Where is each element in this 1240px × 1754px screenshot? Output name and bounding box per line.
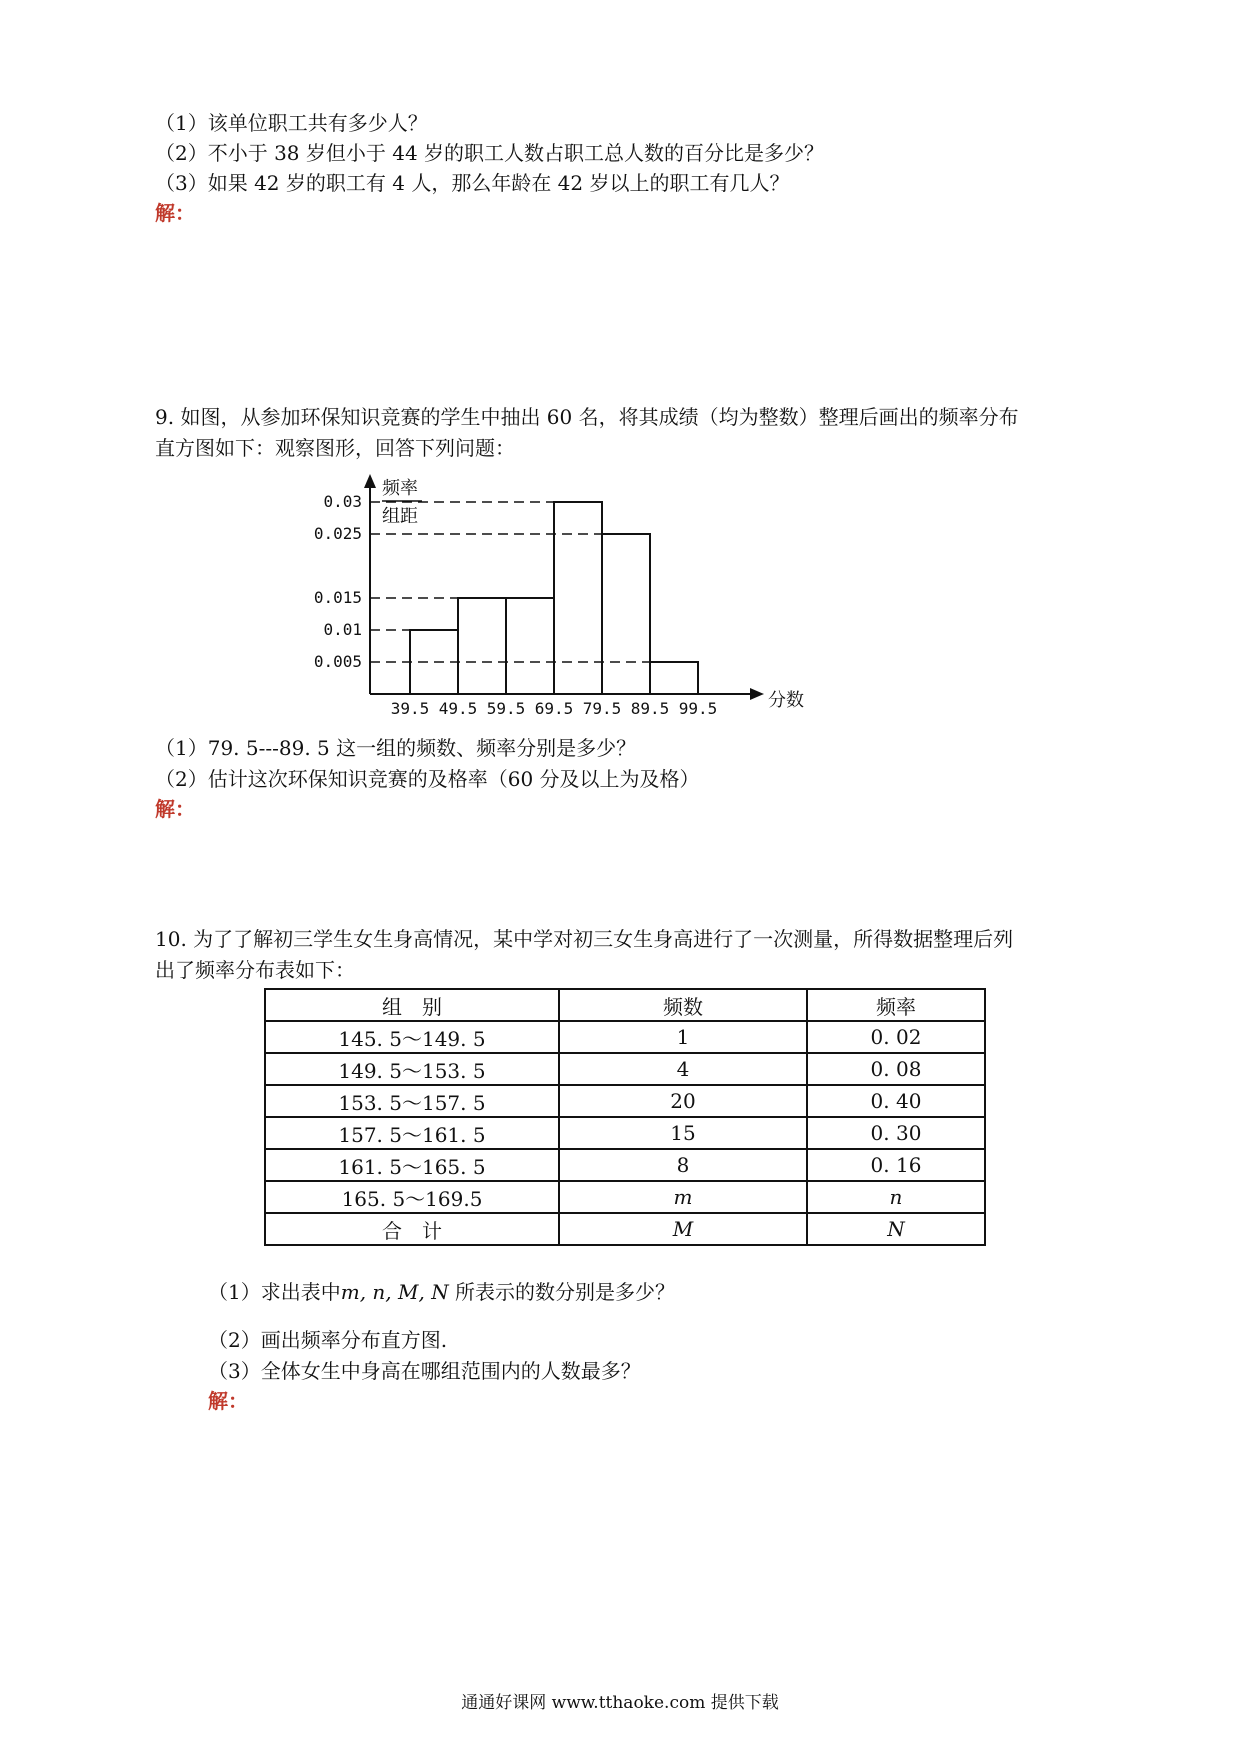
y-tick-label: 0.01 [323, 620, 362, 639]
table-row [265, 1149, 985, 1181]
x-tick-label: 59.5 [486, 699, 526, 718]
x-tick-label: 99.5 [678, 699, 718, 718]
histogram-bar [554, 502, 602, 694]
table-cell: 0. 08 [807, 1053, 985, 1085]
q10-sub2: （2）画出频率分布直方图. [208, 1328, 448, 1352]
table-cell: 20 [559, 1085, 807, 1117]
x-label: 分数 [768, 690, 804, 711]
table-row [265, 1053, 985, 1085]
table-cell: 8 [559, 1149, 807, 1181]
table-header-group: 组 别 [265, 989, 559, 1021]
table-cell: m [559, 1181, 807, 1213]
q10-answer-label: 解： [208, 1389, 248, 1413]
q8-sub3: （3）如果 42 岁的职工有 4 人，那么年龄在 42 岁以上的职工有几人？ [155, 171, 790, 195]
table-cell: 161. 5～165. 5 [265, 1149, 559, 1181]
table-header-frequency-rate: 频率 [807, 989, 985, 1021]
table-cell: 15 [559, 1117, 807, 1149]
y-tick-label: 0.005 [313, 652, 362, 671]
q9-sub2: （2）估计这次环保知识竞赛的及格率（60 分及以上为及格） [155, 767, 700, 791]
q10-sub1-vars: m, n, M, N [340, 1280, 449, 1304]
frequency-histogram [290, 470, 830, 730]
x-tick-label: 69.5 [534, 699, 574, 718]
table-header-frequency-count: 频数 [559, 989, 807, 1021]
x-tick-label: 49.5 [438, 699, 478, 718]
q8-sub2: （2）不小于 38 岁但小于 44 岁的职工人数占职工总人数的百分比是多少？ [155, 141, 825, 165]
table-row [265, 1085, 985, 1117]
q10-stem-line2: 出了频率分布表如下： [155, 958, 355, 982]
histogram-bar [458, 598, 506, 694]
q10-stem-line1: 10. 为了了解初三学生女生身高情况，某中学对初三女生身高进行了一次测量，所得数据整理后列 [155, 927, 1014, 951]
table-row [265, 1021, 985, 1053]
q10-sub1-prefix: （1）求出表中 [208, 1280, 341, 1304]
y-label-bottom: 组距 [382, 506, 418, 527]
table-cell: N [807, 1213, 985, 1245]
table-cell: 145. 5～149. 5 [265, 1021, 559, 1053]
table-cell: M [559, 1213, 807, 1245]
table-cell: 0. 40 [807, 1085, 985, 1117]
q10-sub1-suffix: 所表示的数分别是多少？ [448, 1280, 676, 1304]
q8-answer-label: 解： [155, 201, 195, 225]
table-cell: 153. 5～157. 5 [265, 1085, 559, 1117]
histogram-bar [650, 662, 698, 694]
y-axis-arrow [364, 474, 376, 488]
x-tick-label: 39.5 [390, 699, 430, 718]
table-row [265, 1181, 985, 1213]
frequency-table [264, 988, 986, 1246]
q9-stem-line2: 直方图如下：观察图形，回答下列问题： [155, 436, 515, 460]
table-cell: 0. 16 [807, 1149, 985, 1181]
table-cell: 165. 5～169.5 [265, 1181, 559, 1213]
table-cell: 149. 5～153. 5 [265, 1053, 559, 1085]
x-tick-label: 79.5 [582, 699, 622, 718]
table-cell: 157. 5～161. 5 [265, 1117, 559, 1149]
table-cell: 0. 02 [807, 1021, 985, 1053]
table-header-row [265, 989, 985, 1021]
q10-sub1 [208, 1277, 675, 1307]
y-tick-label: 0.03 [323, 492, 362, 511]
q9-answer-label: 解： [155, 797, 195, 821]
q8-sub1: （1）该单位职工共有多少人？ [155, 111, 428, 135]
table-cell: 合 计 [265, 1213, 559, 1245]
table-cell: n [807, 1181, 985, 1213]
table-cell: 4 [559, 1053, 807, 1085]
q10-sub3: （3）全体女生中身高在哪组范围内的人数最多？ [208, 1359, 641, 1383]
table-row [265, 1117, 985, 1149]
x-tick-label: 89.5 [630, 699, 670, 718]
table-cell: 1 [559, 1021, 807, 1053]
y-tick-label: 0.015 [313, 588, 362, 607]
q9-sub1: （1）79. 5---89. 5 这一组的频数、频率分别是多少？ [155, 736, 637, 760]
q9-stem-line1: 9. 如图，从参加环保知识竞赛的学生中抽出 60 名，将其成绩（均为整数）整理后画出的频率分布 [155, 405, 1019, 429]
x-axis-arrow [750, 688, 764, 700]
y-label-top: 频率 [382, 478, 418, 499]
page-footer: 通通好课网 www.tthaoke.com 提供下载 [461, 1693, 779, 1713]
y-tick-label: 0.025 [313, 524, 362, 543]
table-cell: 0. 30 [807, 1117, 985, 1149]
histogram-bar [602, 534, 650, 694]
histogram-bar [506, 598, 554, 694]
table-total-row [265, 1213, 985, 1245]
